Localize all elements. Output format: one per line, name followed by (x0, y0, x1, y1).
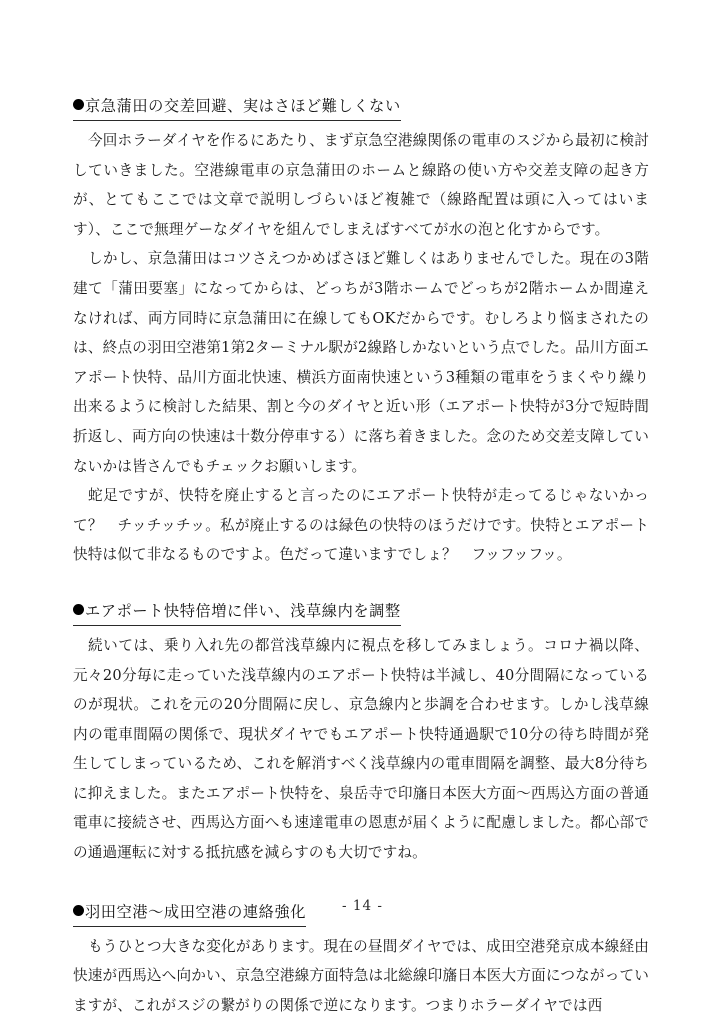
section-heading-1-text: 京急蒲田の交差回避、実はさほど難しくない (85, 97, 401, 115)
paragraph: 蛇足ですが、快特を廃止すると言ったのにエアポート快特が走ってるじゃないかって？ チッチッチッ。私が廃止するのは緑色の快特のほうだけです。快特とエアポート快特は似て非なるものですよ。色だって違いますでしょ？ フッフッフッ。 (73, 487, 649, 564)
paragraph: しかし、京急蒲田はコツさえつかめばさほど難しくはありませんでした。現在の3階建て「蒲田要塞」になってからは、どっちが3階ホームでどっちが2階ホームか間違えなければ、両方同時に京急蒲田に在線してもOKだからです。むしろより悩まされたのは、終点の羽田空港第1第2ターミナル駅が2線路しかないという点でした。品川方面エアポート快特、品川方面北快速、横浜方面南快速という3種類の電車をうまくやり繰り出来るように検討した結果、割と今のダイヤと近い形（エアポート快特が3分で短時間折返し、両方向の快速は十数分停車する）に落ち着きました。念のため交差支障していないかは皆さんでもチェックお願いします。 (73, 250, 649, 475)
spacer (73, 570, 649, 597)
paragraph: 今回ホラーダイヤを作るにあたり、まず京急空港線関係の電車のスジから最初に検討していきました。空港線電車の京急蒲田のホームと線路の使い方や交差支障の起き方が、とてもここでは文章で説明しづらいほど複雑で（線路配置は頭に入ってはいます）、ここで無理ゲーなダイヤを組んでしまえばすべてが水の泡と化すからです。 (73, 132, 649, 238)
section-heading-2-text: エアポート快特倍増に伴い、浅草線内を調整 (85, 601, 401, 620)
section-heading-3-text: 羽田空港〜成田空港の連絡強化 (85, 902, 307, 921)
section-heading-1 (73, 94, 401, 121)
spacer (73, 868, 649, 898)
bullet-dot-icon (73, 604, 84, 615)
section-heading-2 (73, 599, 401, 626)
page-number: - 14 - (342, 898, 383, 914)
section-heading-2-wrap (73, 597, 649, 626)
page-content (73, 92, 649, 1020)
paragraph: もうひとつ大きな変化があります。現在の昼間ダイヤでは、成田空港発京成本線経由快速が西馬込へ向かい、京急空港線方面特急は北総線印旛日本医大方面につながっていますが、これがスジの繋がりの関係で逆になります。つまりホラーダイヤでは西 (73, 937, 649, 1014)
paragraph: 続いては、乗り入れ先の都営浅草線内に視点を移してみましょう。コロナ禍以降、元々20分毎に走っていた浅草線内のエアポート快特は半減し、40分間隔になっているのが現状。これを元の20分間隔に戻し、京急線内と歩調を合わせます。しかし浅草線内の電車間隔の関係で、現状ダイヤでもエアポート快特通過駅で10分の待ち時間が発生してしまっているため、これを解消すべく浅草線内の電車間隔を調整、最大8分待ちに抑えました。またエアポート快特を、泉岳寺で印旛日本医大方面〜西馬込方面の普通電車に接続させ、西馬込方面へも速達電車の恩恵が届くように配慮しました。都心部での通過運転に対する抵抗感を減らすのも大切ですね。 (73, 636, 649, 862)
section-heading-1-wrap (73, 92, 649, 121)
bullet-dot-icon (73, 99, 84, 110)
